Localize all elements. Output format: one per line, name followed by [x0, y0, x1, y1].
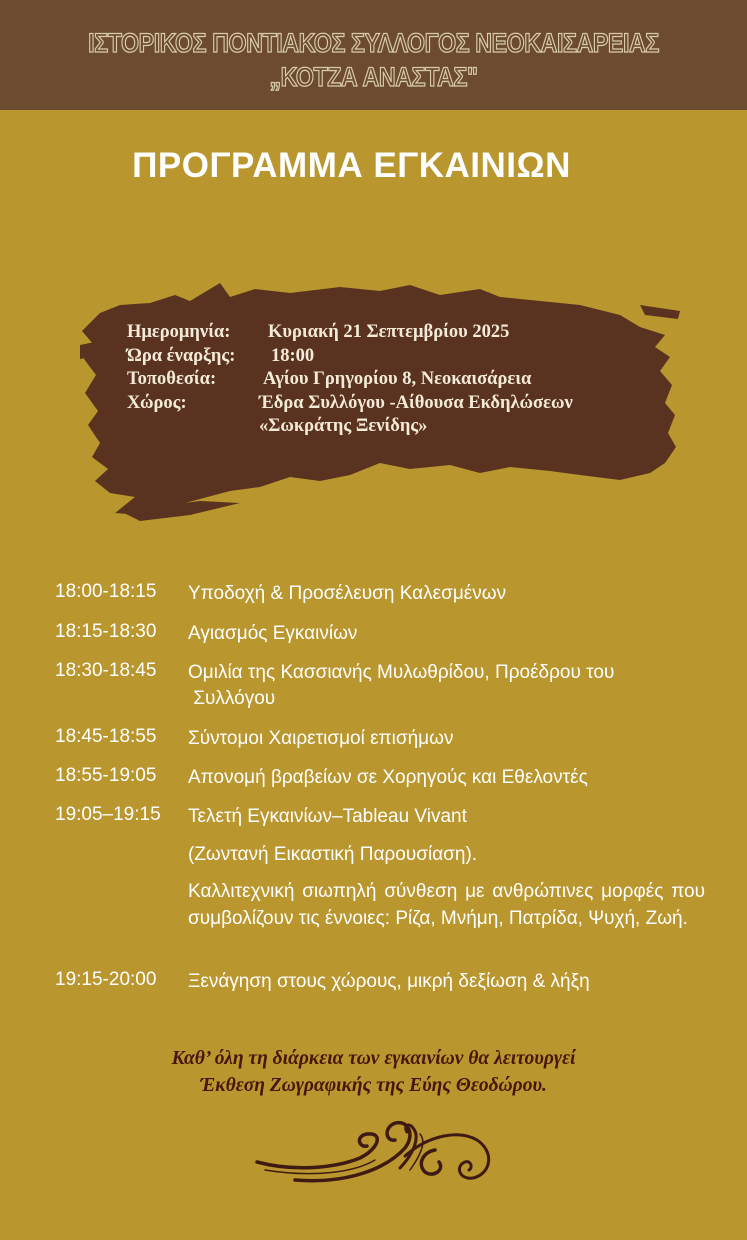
schedule-description: Ξενάγηση στους χώρους, μικρή δεξίωση & λήξη	[188, 971, 590, 992]
schedule-description: Ομιλία της Κασσιανής Μυλωθρίδου, Προέδρου του	[188, 662, 615, 683]
date-label: Ημερομηνία:	[127, 322, 231, 342]
schedule-time: 18:55-19:05	[55, 765, 157, 786]
association-subtitle: „ΚΟΤΖΑ ΑΝΑΣΤΑΣ"	[269, 62, 478, 92]
schedule-description: Τελετή Εγκαινίων–Tableau Vivant	[188, 806, 467, 827]
schedule-description-subtitle: (Ζωντανή Εικαστική Παρουσίαση).	[188, 844, 478, 865]
date-value: Κυριακή 21 Σεπτεμβρίου 2025	[268, 322, 510, 342]
schedule-time: 19:15-20:00	[55, 969, 157, 990]
schedule-time: 18:30-18:45	[55, 660, 157, 681]
location-value: Αγίου Γρηγορίου 8, Νεοκαισάρεια	[263, 369, 532, 389]
schedule-time: 18:15-18:30	[55, 621, 157, 642]
schedule-description-continued: Συλλόγου	[188, 688, 276, 709]
start-time-value: 18:00	[271, 345, 315, 366]
exhibition-note	[0, 1045, 747, 1099]
schedule-description: Υποδοχή & Προσέλευση Καλεσμένων	[188, 583, 507, 604]
note-line-2: Έκθεση Ζωγραφικής της Εύης Θεοδώρου.	[200, 1075, 547, 1096]
header-banner	[0, 0, 747, 110]
schedule-description: Απονομή βραβείων σε Χορηγούς και Εθελοντές	[188, 767, 588, 788]
venue-label: Χώρος:	[127, 392, 187, 413]
schedule-description: Σύντομοι Χαιρετισμοί επισήμων	[188, 728, 454, 749]
venue-value: Έδρα Συλλόγου -Αίθουσα Εκδηλώσεων	[259, 392, 573, 413]
schedule-description: Αγιασμός Εγκαινίων	[188, 623, 358, 644]
start-time-label: Ώρα έναρξης:	[127, 345, 236, 366]
note-line-1: Καθ’ όλη τη διάρκεια των εγκαινίων θα λειτουργεί	[171, 1048, 576, 1069]
schedule-time: 18:45-18:55	[55, 726, 157, 747]
page-title: ΠΡΟΓΡΑΜΜΑ ΕΓΚΑΙΝΙΩΝ	[132, 146, 571, 185]
decorative-flourish-icon	[255, 1112, 505, 1190]
venue-name: «Σωκράτης Ξενίδης»	[259, 416, 428, 436]
schedule-time: 18:00-18:15	[55, 581, 157, 602]
schedule-description-details: Καλλιτεχνική σιωπηλή σύνθεση με ανθρώπινες μορφές που συμβολίζουν τις έννοιες: Ρίζα, Μνήμη, Πατρίδα, Ψυχή, Ζωή.	[188, 881, 705, 929]
location-label: Τοποθεσία:	[127, 369, 217, 389]
schedule-time: 19:05–19:15	[55, 804, 161, 825]
association-name: ΙΣΤΟΡΙΚΟΣ ΠΟΝΤΙΑΚΟΣ ΣΥΛΛΟΓΟΣ ΝΕΟΚΑΙΣΑΡΕΙΑΣ	[88, 28, 659, 58]
